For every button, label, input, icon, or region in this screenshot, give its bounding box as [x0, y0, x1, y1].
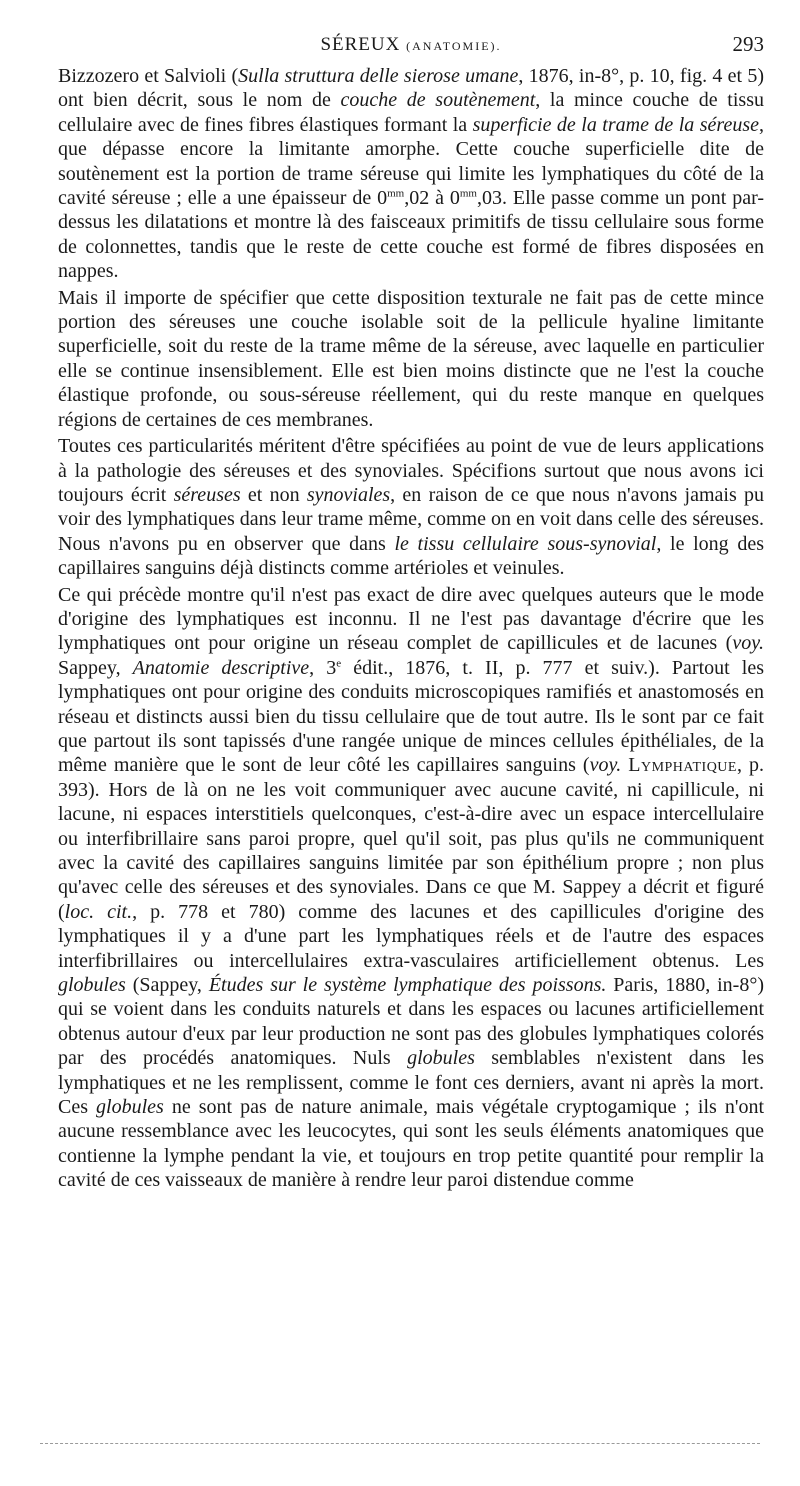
text-run: ne sont pas de nature animale, mais végétale cryptogamique ; ils n'ont aucune ressemblance avec les leucocytes, qui sont les seuls éléments anatomiques que contienne la lymphe pendant la vie, et toujours en trop petite quantité pour remplir la cavité de ces vaisseaux de manière à rendre leur paroi distendue comme — [58, 1096, 765, 1192]
italic-text: séreuses — [173, 483, 241, 506]
italic-text: superficie de la trame de la séreuse — [472, 113, 759, 136]
running-title — [58, 34, 764, 56]
italic-text: Anatomie descriptive — [132, 656, 310, 679]
italic-text: voy. — [732, 632, 764, 655]
text-run: et non — [240, 483, 307, 506]
superscript: e — [336, 657, 342, 670]
italic-text: globules — [58, 974, 126, 997]
superscript: mm — [459, 187, 477, 200]
text-run: ,02 à 0 — [404, 187, 460, 210]
text-run: ,03. Elle passe comme un pont par-dessus les dilatations et montre là des faisceaux primitifs de tissu cellulaire sous forme de colonnettes, tandis que le reste de cette couche est formé de fibres disposées en nappes. — [58, 187, 764, 283]
italic-text: voy. — [589, 754, 622, 777]
body-text — [58, 64, 764, 1193]
paragraph — [58, 434, 764, 580]
text-run: , le long des capillaires sanguins déjà distincts comme artérioles et veinules. — [58, 532, 765, 580]
italic-text: Sulla struttura delle sierose umane — [238, 65, 519, 87]
italic-text: globules — [96, 1096, 164, 1119]
page-number: 293 — [732, 32, 764, 56]
paragraph — [58, 583, 764, 1193]
running-header — [58, 28, 764, 64]
italic-text: le tissu cellulaire sous-synovial — [394, 532, 657, 555]
text-run: (Sappey, — [125, 974, 209, 997]
text-run: Toutes ces particularités méritent d'être spécifiées au point de vue de leurs applications à la pathologie des séreuses et des synoviales. Spécifions surtout que nous avons ici toujours écrit — [58, 435, 764, 506]
text-run: Mais il importe de spécifier que cette disposition texturale ne fait pas de cette mince portion des séreuses une couche isolable soit de la pellicule hyaline limitante superficielle, soit du reste de la trame même de la séreuse, avec laquelle en particulier elle se continue insensiblement. Elle est bien moins distincte que ne l'est la couche élastique profonde, ou sous-séreuse réellement, qui du reste manque en quelques régions de certaines de ces membranes. — [58, 286, 764, 431]
paragraph — [58, 286, 764, 432]
small-caps-text: Lymphatique — [628, 754, 737, 777]
italic-text: globules — [407, 1047, 475, 1070]
text-run: , que dépasse encore la limitante amorphe. Cette couche superficielle dite de soutènement est la portion de trame séreuse qui limite les lymphatiques du côté de la cavité séreuse ; elle a une épaisseur de 0 — [58, 113, 764, 210]
text-run: Ce qui précède montre qu'il n'est pas exact de dire avec quelques auteurs que le mode d'origine des lymphatiques est inconnu. Il ne l'est pas davantage d'écrire que les lymphatiques ont pour origine un réseau complet de capillicules et de lacunes ( — [58, 583, 764, 655]
text-run: , 1876, in-8°, p. 10, fig. 4 et 5) ont bien décrit, sous le nom de — [58, 65, 764, 112]
running-title-main: SÉREUX — [320, 34, 401, 55]
footer-rule — [40, 1443, 760, 1444]
running-title-subtitle: (ANATOMIE). — [406, 39, 502, 53]
text-run: Sappey, — [58, 656, 133, 679]
text-run: édit., 1876, t. II, p. 777 et suiv.). Partout les lymphatiques ont pour origine des conduits microscopiques ramifiés et anastomosés en réseau et distincts aussi bien du tissu cellulaire que de tout autre. Ils le sont par ce fait que partout ils sont tapissés d'une rangée unique de minces cellules épithéliales, de la même manière que le sont de leur côté les capillaires sanguins ( — [58, 656, 764, 777]
text-run: , la mince couche de tissu cellulaire avec de fines fibres élastiques formant la — [58, 89, 764, 136]
italic-text: synoviales — [306, 483, 391, 506]
italic-text: couche de soutènement — [340, 89, 536, 112]
italic-text: loc. cit. — [64, 900, 133, 923]
text-run: , p. 778 et 780) comme des lacunes et des capillicules d'origine des lymphatiques il y a d'une part les lymphatiques réels et de l'autre des espaces interfibrillaires ou intercellulaires extra-vasculaires artificiellement obtenus. Les — [58, 900, 764, 972]
text-run: , p. 393). Hors de là on ne les voit communiquer avec aucune cavité, ni capillicule, ni lacune, ni espaces interstitiels quelconques, c'est-à-dire avec un espace intercellulaire ou interfibrillaire sans paroi propre, quel qu'il soit, pas plus qu'ils ne communiquent avec la cavité des capillaires sanguins limitée par son épithélium propre ; non plus qu'avec celle des séreuses et des synoviales. Dans ce que M. Sappey a décrit et figuré ( — [58, 754, 764, 923]
text-run: Bizzozero et Salvioli ( — [58, 65, 239, 87]
text-run: , 3 — [309, 656, 337, 679]
italic-text: Études sur le système lymphatique des poissons. — [208, 974, 607, 997]
superscript: mm — [387, 187, 405, 200]
paragraph — [58, 64, 764, 284]
text-run: , en raison de ce que nous n'avons jamais pu voir des lymphatiques dans leur trame même, comme on en voit dans celle des séreuses. Nous n'avons pu en observer que dans — [58, 483, 765, 555]
text-run: semblables n'existent dans les lymphatiques et ne les remplissent, comme le font ces derniers, avant ni après la mort. Ces — [58, 1047, 764, 1119]
text-run: Paris, 1880, in-8°) qui se voient dans les conduits naturels et dans les espaces ou lacunes artificiellement obtenus autour d'eux par leur production ne sont pas des globules lymphatiques colorés par des procédés anatomiques. Nuls — [58, 974, 764, 1070]
